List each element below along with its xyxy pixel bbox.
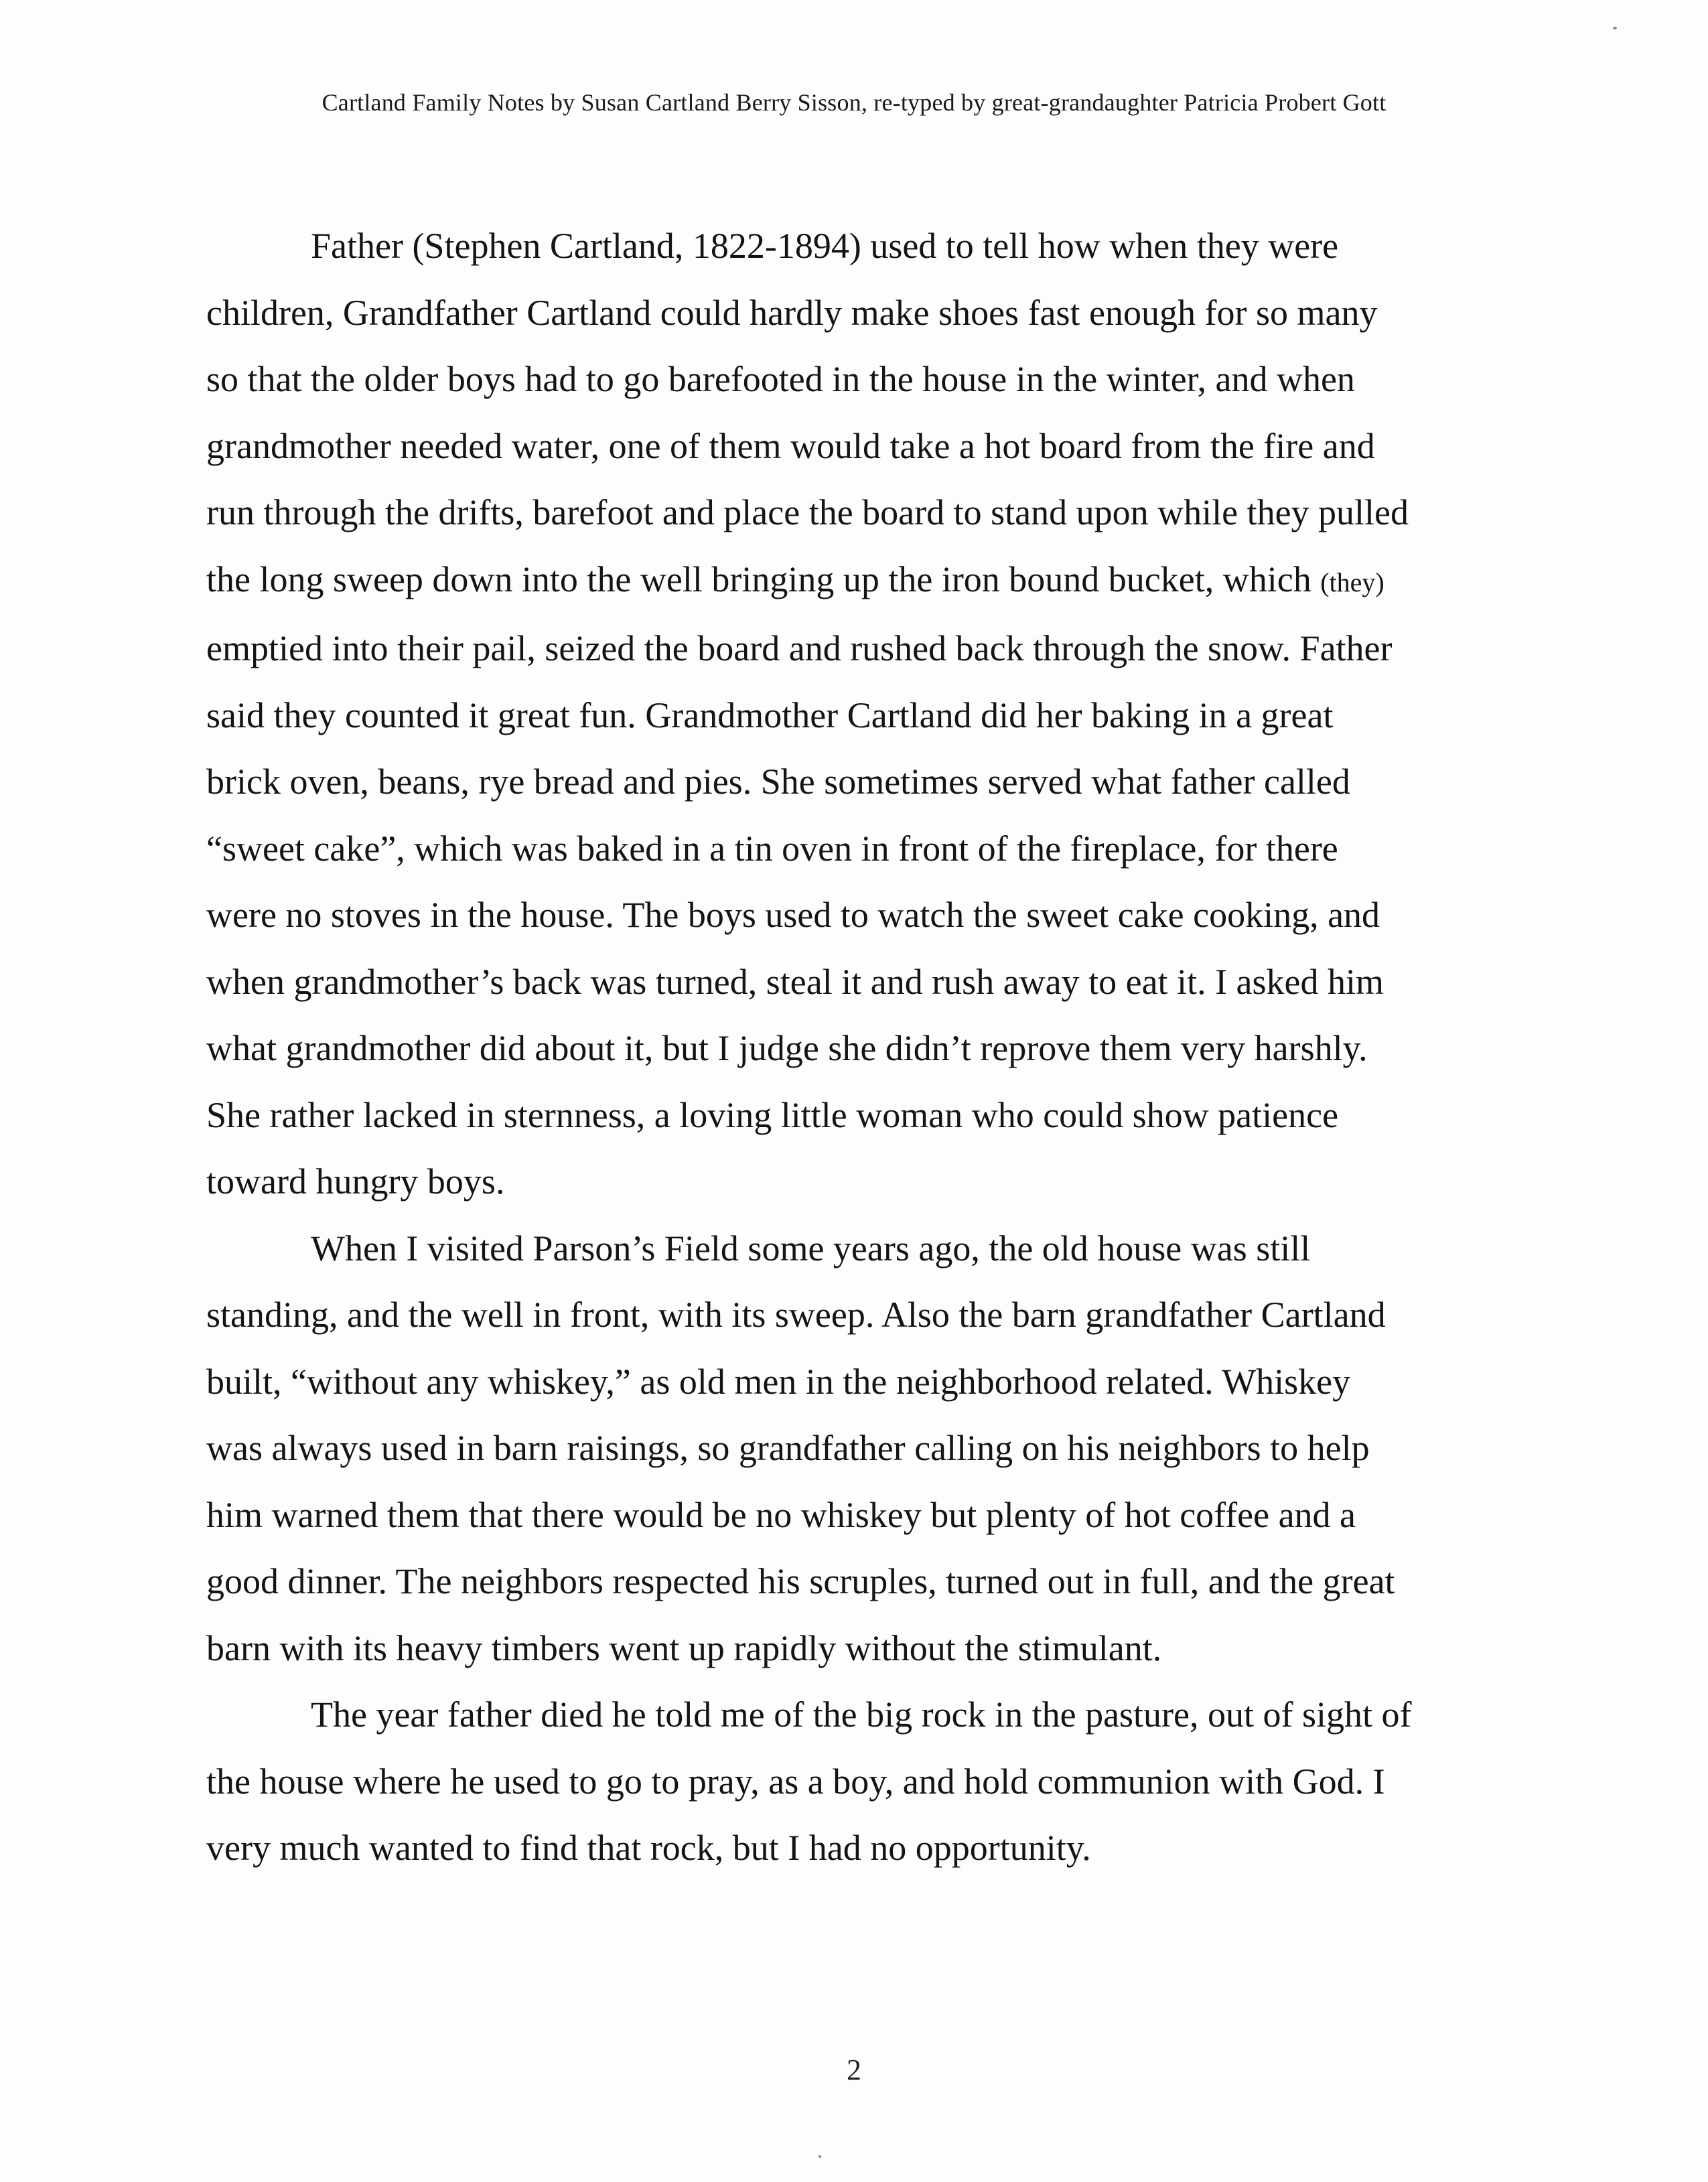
text-line: Father (Stephen Cartland, 1822-1894) used to tell how when they were	[311, 226, 1339, 266]
text-line: the long sweep down into the well bringing up the iron bound bucket, which	[206, 559, 1311, 599]
text-line: The year father died he told me of the big rock in the pasture, out of sight of	[311, 1694, 1412, 1735]
text-line: grandmother needed water, one of them would take a hot board from the fire and	[206, 425, 1375, 466]
inline-insert: (they)	[1320, 567, 1384, 597]
scan-speck	[819, 2155, 821, 2158]
text-line: him warned them that there would be no whiskey but plenty of hot coffee and a	[206, 1494, 1356, 1535]
text-line: was always used in barn raisings, so grandfather calling on his neighbors to help	[206, 1428, 1370, 1468]
text-line: standing, and the well in front, with its sweep. Also the barn grandfather Cartland	[206, 1295, 1386, 1335]
text-line: what grandmother did about it, but I judge she didn’t reprove them very harshly.	[206, 1028, 1368, 1068]
running-header: Cartland Family Notes by Susan Cartland Berry Sisson, re-typed by great-grandaughter Patricia Probert Gott	[322, 89, 1386, 116]
text-line-with-insert	[206, 547, 1512, 616]
text-line: when grandmother’s back was turned, steal it and rush away to eat it. I asked him	[206, 961, 1384, 1002]
text-line: “sweet cake”, which was baked in a tin oven in front of the fireplace, for there	[206, 828, 1338, 869]
text-line: were no stoves in the house. The boys used to watch the sweet cake cooking, and	[206, 895, 1380, 935]
text-line: the house where he used to go to pray, as a boy, and hold communion with God. I	[206, 1761, 1385, 1802]
text-line: children, Grandfather Cartland could hardly make shoes fast enough for so many	[206, 292, 1378, 333]
text-line: good dinner. The neighbors respected his scruples, turned out in full, and the great	[206, 1561, 1395, 1601]
text-line: built, “without any whiskey,” as old men in the neighborhood related. Whiskey	[206, 1361, 1351, 1402]
text-line: She rather lacked in sternness, a loving little woman who could show patience	[206, 1094, 1339, 1135]
page-number: 2	[847, 2053, 861, 2086]
text-line: brick oven, beans, rye bread and pies. She sometimes served what father called	[206, 761, 1350, 802]
text-line: emptied into their pail, seized the board and rushed back through the snow. Father	[206, 628, 1393, 668]
body-text	[206, 213, 1512, 1882]
text-line: barn with its heavy timbers went up rapidly without the stimulant.	[206, 1627, 1162, 1668]
text-line: said they counted it great fun. Grandmother Cartland did her baking in a great	[206, 695, 1334, 735]
text-line: very much wanted to find that rock, but I had no opportunity.	[206, 1828, 1091, 1868]
text-line: When I visited Parson’s Field some years ago, the old house was still	[311, 1228, 1311, 1268]
text-line: toward hungry boys.	[206, 1161, 505, 1202]
text-line: run through the drifts, barefoot and place the board to stand upon while they pulled	[206, 492, 1409, 532]
scan-speck	[1613, 27, 1617, 29]
text-line: so that the older boys had to go barefooted in the house in the winter, and when	[206, 359, 1355, 399]
